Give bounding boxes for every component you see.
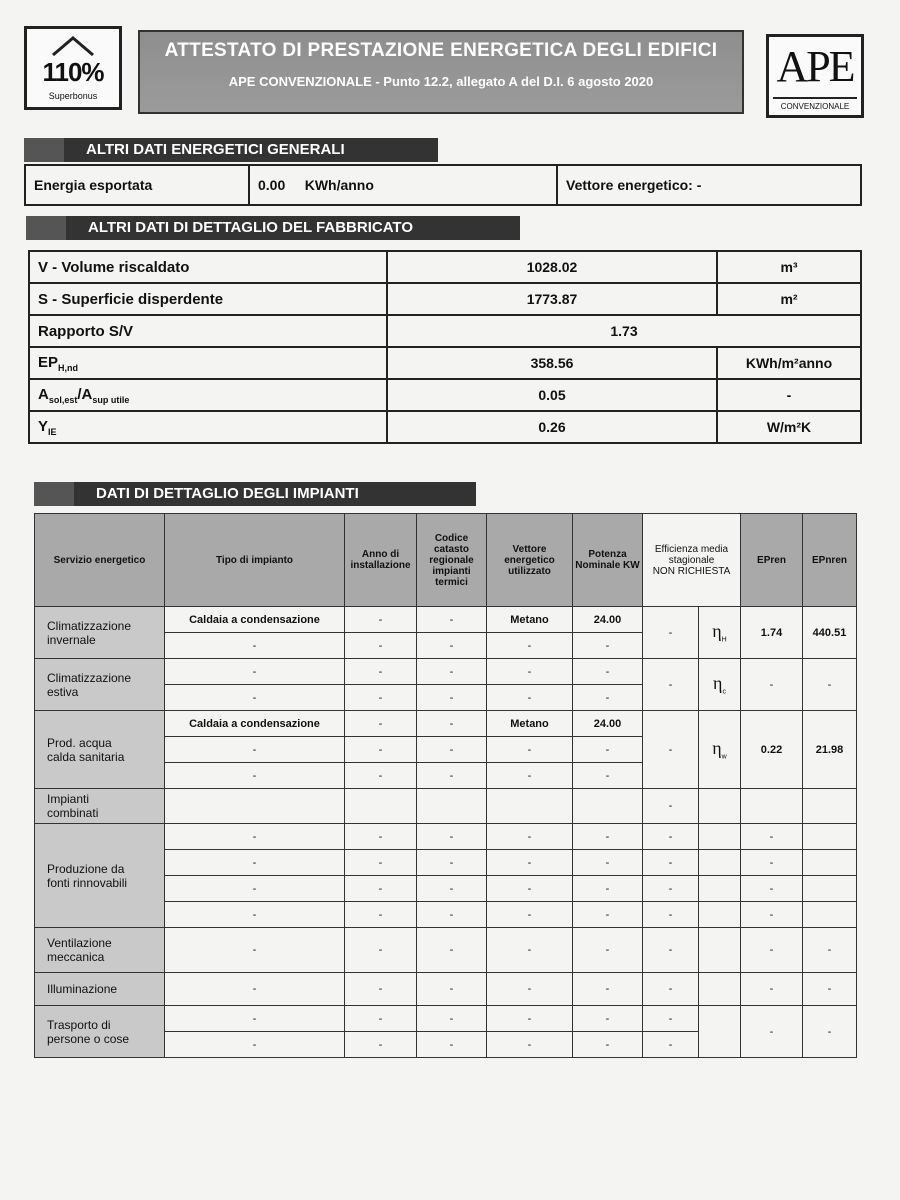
tipo-impianto: - (165, 824, 345, 850)
potenza-cell: - (573, 973, 643, 1006)
vettore-cell: - (487, 633, 573, 659)
anno-cell: - (345, 737, 417, 763)
codice-cell: - (417, 763, 487, 789)
energia-esportata-number: 0.00 (258, 177, 286, 193)
service-impianti-combinati (35, 789, 165, 824)
ephnd-unit: KWh/m²anno (717, 347, 861, 379)
vettore-cell: - (487, 928, 573, 973)
codice-cell: - (417, 1006, 487, 1032)
potenza-cell: 24.00 (573, 607, 643, 633)
efficienza-label: Efficienza media stagionale (654, 543, 729, 566)
eta-w-symbol (699, 711, 741, 789)
document-title-box (138, 30, 744, 114)
superbonus-logo (24, 26, 122, 110)
epnren-cell: 440.51 (803, 607, 857, 659)
tipo-impianto: - (165, 928, 345, 973)
service-climatizzazione-estiva (35, 659, 165, 711)
tipo-impianto: - (165, 850, 345, 876)
eta-cell (699, 789, 741, 824)
efficienza-cell: - (643, 876, 699, 902)
eta-cell (699, 824, 741, 850)
service-acqua-calda-sanitaria (35, 711, 165, 789)
table-row (35, 928, 857, 973)
epnren-cell: - (803, 973, 857, 1006)
yie-value: 0.26 (387, 411, 717, 443)
codice-cell: - (417, 902, 487, 928)
ephnd-symbol: EP (38, 353, 59, 371)
vettore-cell: Metano (487, 607, 573, 633)
energia-esportata-value (249, 165, 557, 205)
service-name: persone o cose (47, 1031, 130, 1046)
table-row (29, 411, 861, 443)
service-illuminazione: Illuminazione (35, 973, 165, 1006)
potenza-cell: - (573, 850, 643, 876)
eta-glyph: η (712, 621, 722, 642)
epren-cell: - (741, 659, 803, 711)
codice-cell: - (417, 973, 487, 1006)
asol-symbol: A (38, 385, 49, 403)
service-name: Trasporto di (47, 1017, 111, 1032)
energia-esportata-unit: KWh/anno (304, 177, 374, 193)
tipo-impianto: Caldaia a condensazione (165, 607, 345, 633)
epnren-cell: - (803, 1006, 857, 1058)
anno-cell: - (345, 876, 417, 902)
eta-cell (699, 876, 741, 902)
tipo-impianto: - (165, 685, 345, 711)
anno-cell: - (345, 1032, 417, 1058)
tipo-impianto (165, 789, 345, 824)
potenza-cell: - (573, 633, 643, 659)
vettore-cell: - (487, 685, 573, 711)
codice-cell: - (417, 1032, 487, 1058)
efficienza-cell: - (643, 607, 699, 659)
eta-cell (699, 928, 741, 973)
anno-cell: - (345, 633, 417, 659)
eta-cell (699, 902, 741, 928)
potenza-cell: - (573, 928, 643, 973)
efficienza-cell: - (643, 659, 699, 711)
epren-cell: 0.22 (741, 711, 803, 789)
section-dettaglio-impianti: DATI DI DETTAGLIO DEGLI IMPIANTI (34, 482, 476, 506)
epnren-cell (803, 876, 857, 902)
codice-cell: - (417, 824, 487, 850)
epnren-cell (803, 824, 857, 850)
potenza-cell: - (573, 824, 643, 850)
superficie-unit: m² (717, 283, 861, 315)
table-row (29, 283, 861, 315)
asol-unit: - (717, 379, 861, 411)
tipo-impianto: - (165, 659, 345, 685)
header-epnren: EPnren (803, 514, 857, 607)
epnren-cell: - (803, 659, 857, 711)
epnren-cell (803, 902, 857, 928)
building-details-table (28, 250, 862, 444)
vettore-cell: - (487, 850, 573, 876)
potenza-cell: - (573, 659, 643, 685)
efficienza-cell: - (643, 711, 699, 789)
table-row (29, 315, 861, 347)
service-name: Impianti (47, 792, 90, 806)
tipo-impianto: - (165, 633, 345, 659)
table-row (29, 251, 861, 283)
anno-cell: - (345, 659, 417, 685)
potenza-cell: - (573, 1006, 643, 1032)
service-trasporto (35, 1006, 165, 1058)
table-row (29, 379, 861, 411)
asol-subscript: sol,est (48, 394, 78, 405)
epnren-cell (803, 789, 857, 824)
codice-cell: - (417, 633, 487, 659)
header-tipo: Tipo di impianto (165, 514, 345, 607)
codice-cell: - (417, 737, 487, 763)
vettore-cell: - (487, 1032, 573, 1058)
superbonus-logo-caption: Superbonus (48, 91, 98, 101)
tipo-impianto: - (165, 973, 345, 1006)
document-subtitle: APE CONVENZIONALE - Punto 12.2, allegato A del D.I. 6 agosto 2020 (228, 74, 654, 89)
volume-label: V - Volume riscaldato (29, 251, 387, 283)
codice-cell: - (417, 850, 487, 876)
eta-h-symbol (699, 607, 741, 659)
service-ventilazione-meccanica (35, 928, 165, 973)
tipo-impianto: - (165, 737, 345, 763)
efficienza-cell: - (643, 850, 699, 876)
rapporto-sv-value: 1.73 (387, 315, 861, 347)
efficienza-cell: - (643, 789, 699, 824)
vettore-energetico: Vettore energetico: - (557, 165, 861, 205)
potenza-cell: - (573, 763, 643, 789)
service-climatizzazione-invernale (35, 607, 165, 659)
ephnd-value: 358.56 (387, 347, 717, 379)
header-efficienza (643, 514, 741, 607)
efficienza-cell: - (643, 1032, 699, 1058)
anno-cell: - (345, 850, 417, 876)
header-vettore: Vettore energetico utilizzato (487, 514, 573, 607)
header-codice: Codice catasto regionale impianti termici (417, 514, 487, 607)
epren-cell: - (741, 850, 803, 876)
vettore-cell: - (487, 824, 573, 850)
anno-cell: - (345, 763, 417, 789)
potenza-cell: - (573, 876, 643, 902)
volume-unit: m³ (717, 251, 861, 283)
ape-logo (766, 34, 864, 118)
eta-glyph: η (712, 738, 722, 759)
eta-glyph: η (713, 673, 723, 694)
asol-value: 0.05 (387, 379, 717, 411)
ephnd-label (29, 347, 387, 379)
table-row (35, 711, 857, 737)
ape-logo-text: APE (776, 42, 854, 91)
header-epren: EPren (741, 514, 803, 607)
service-name: Ventilazione (47, 936, 112, 950)
service-fonti-rinnovabili (35, 824, 165, 928)
potenza-cell: - (573, 902, 643, 928)
tipo-impianto: - (165, 1006, 345, 1032)
table-row (35, 607, 857, 633)
header-servizio: Servizio energetico (35, 514, 165, 607)
yie-label (29, 411, 387, 443)
epren-cell (741, 789, 803, 824)
service-name: estiva (47, 684, 79, 699)
asup-symbol: /A (77, 385, 93, 403)
epren-cell: - (741, 902, 803, 928)
eta-subscript: H (721, 636, 727, 644)
codice-cell (417, 789, 487, 824)
vettore-cell: - (487, 973, 573, 1006)
vettore-cell: - (487, 1006, 573, 1032)
vettore-cell: - (487, 876, 573, 902)
potenza-cell: - (573, 737, 643, 763)
potenza-cell: - (573, 1032, 643, 1058)
rapporto-sv-label: Rapporto S/V (29, 315, 387, 347)
superficie-label: S - Superficie disperdente (29, 283, 387, 315)
efficienza-cell: - (643, 824, 699, 850)
epren-cell: - (741, 928, 803, 973)
yie-symbol: Y (38, 417, 49, 435)
service-name: invernale (47, 632, 96, 647)
codice-cell: - (417, 659, 487, 685)
anno-cell: - (345, 902, 417, 928)
vettore-cell: - (487, 902, 573, 928)
anno-cell: - (345, 973, 417, 1006)
tipo-impianto: - (165, 902, 345, 928)
codice-cell: - (417, 876, 487, 902)
codice-cell: - (417, 928, 487, 973)
epnren-cell: - (803, 928, 857, 973)
service-name: Climatizzazione (47, 618, 132, 633)
asol-label (29, 379, 387, 411)
table-row (35, 824, 857, 850)
superbonus-logo-text: 110% (42, 57, 104, 87)
tipo-impianto: - (165, 763, 345, 789)
section-altri-dati-energetici: ALTRI DATI ENERGETICI GENERALI (24, 138, 438, 162)
anno-cell: - (345, 824, 417, 850)
efficienza-cell: - (643, 902, 699, 928)
codice-cell: - (417, 711, 487, 737)
tipo-impianto: Caldaia a condensazione (165, 711, 345, 737)
table-row (35, 659, 857, 685)
epren-cell: - (741, 876, 803, 902)
service-name: Produzione da (47, 861, 125, 876)
eta-cell (699, 850, 741, 876)
table-row (35, 1006, 857, 1032)
eta-cell (699, 1006, 741, 1058)
table-row (29, 347, 861, 379)
potenza-cell: - (573, 685, 643, 711)
service-name: fonti rinnovabili (47, 875, 128, 890)
eta-subscript: c (722, 688, 726, 696)
anno-cell: - (345, 928, 417, 973)
service-name: Prod. acqua (47, 735, 112, 750)
energy-export-table (24, 164, 862, 206)
plant-details-table (34, 513, 857, 1058)
tipo-impianto: - (165, 876, 345, 902)
header-anno: Anno di installazione (345, 514, 417, 607)
house-roof-icon (51, 35, 95, 57)
anno-cell: - (345, 607, 417, 633)
anno-cell: - (345, 711, 417, 737)
eta-cell (699, 973, 741, 1006)
anno-cell: - (345, 1006, 417, 1032)
eta-subscript: w (721, 753, 727, 761)
section-dettaglio-fabbricato: ALTRI DATI DI DETTAGLIO DEL FABBRICATO (26, 216, 520, 240)
table-header-row (35, 514, 857, 607)
vettore-cell: - (487, 737, 573, 763)
efficienza-cell: - (643, 973, 699, 1006)
epren-cell: - (741, 824, 803, 850)
service-name: combinati (47, 806, 99, 820)
epren-cell: 1.74 (741, 607, 803, 659)
vettore-cell (487, 789, 573, 824)
efficienza-cell: - (643, 1006, 699, 1032)
volume-value: 1028.02 (387, 251, 717, 283)
epren-cell: - (741, 1006, 803, 1058)
yie-unit: W/m²K (717, 411, 861, 443)
vettore-cell: - (487, 659, 573, 685)
service-name: Climatizzazione (47, 670, 132, 685)
potenza-cell: 24.00 (573, 711, 643, 737)
vettore-cell: Metano (487, 711, 573, 737)
non-richiesta-label: NON RICHIESTA (652, 565, 731, 577)
service-name: calda sanitaria (47, 749, 125, 764)
header-potenza: Potenza Nominale KW (573, 514, 643, 607)
ephnd-subscript: H,nd (58, 362, 79, 373)
asup-subscript: sup utile (92, 394, 130, 405)
ape-logo-caption: CONVENZIONALE (773, 97, 857, 111)
codice-cell: - (417, 685, 487, 711)
efficienza-cell: - (643, 928, 699, 973)
potenza-cell (573, 789, 643, 824)
anno-cell (345, 789, 417, 824)
table-row (35, 789, 857, 824)
superficie-value: 1773.87 (387, 283, 717, 315)
service-name: meccanica (47, 950, 105, 964)
anno-cell: - (345, 685, 417, 711)
document-title: ATTESTATO DI PRESTAZIONE ENERGETICA DEGLI EDIFICI (164, 40, 718, 61)
epnren-cell (803, 850, 857, 876)
epren-cell: - (741, 973, 803, 1006)
codice-cell: - (417, 607, 487, 633)
table-row (35, 973, 857, 1006)
energia-esportata-label: Energia esportata (25, 165, 249, 205)
tipo-impianto: - (165, 1032, 345, 1058)
yie-subscript: IE (48, 426, 57, 437)
epnren-cell: 21.98 (803, 711, 857, 789)
eta-c-symbol (699, 659, 741, 711)
vettore-cell: - (487, 763, 573, 789)
